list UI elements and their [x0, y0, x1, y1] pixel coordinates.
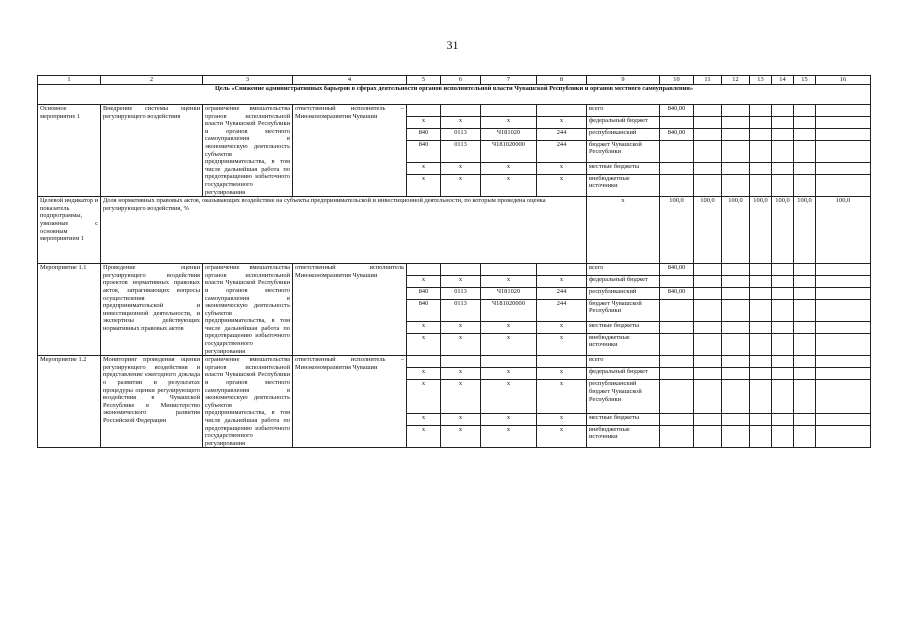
funding-year-cell [794, 333, 816, 355]
column-number: 9 [587, 76, 660, 85]
expense-group-code: x [537, 368, 587, 380]
target-article-code: x [481, 322, 537, 334]
expense-group-code: x [537, 174, 587, 196]
funding-year-cell [722, 264, 750, 276]
grbs-code: x [407, 322, 441, 334]
funding-amount [660, 380, 694, 413]
funding-year-cell [794, 368, 816, 380]
block-row [38, 356, 871, 368]
funding-year-cell [816, 116, 871, 128]
target-article-code: x [481, 162, 537, 174]
activity-description: Внедрение системы оценки регулирующего воздействия [101, 105, 203, 197]
indicator-text: Доля нормативных правовых актов, оказывающих воздействие на субъекты предпринимательской и инвестиционной деятельности, по которым проведена оценка регулирующего воздействия, % [101, 197, 587, 264]
activity-executor: ответственный исполнитель – Минэкономразвития Чувашии [293, 105, 407, 197]
funding-year-cell [794, 174, 816, 196]
section-code [441, 105, 481, 117]
funding-source: федеральный бюджет [587, 275, 660, 287]
target-article-code: x [481, 174, 537, 196]
funding-year-cell [794, 287, 816, 299]
grbs-code: x [407, 413, 441, 425]
funding-year-cell [750, 174, 772, 196]
funding-year-cell [694, 368, 722, 380]
expense-group-code [537, 264, 587, 276]
funding-year-cell [694, 413, 722, 425]
indicator-marker: x [587, 197, 660, 264]
funding-year-cell [772, 413, 794, 425]
target-article-code: Ч181020 [481, 287, 537, 299]
funding-year-cell [794, 116, 816, 128]
activity-name: Мероприятие 1.2 [38, 356, 101, 448]
funding-year-cell [722, 287, 750, 299]
funding-year-cell [722, 413, 750, 425]
target-article-code: Ч181020 [481, 128, 537, 140]
funding-year-cell [750, 368, 772, 380]
funding-year-cell [694, 380, 722, 413]
funding-year-cell [694, 116, 722, 128]
section-code: 0113 [441, 287, 481, 299]
expense-group-code: x [537, 162, 587, 174]
funding-year-cell [816, 380, 871, 413]
column-number: 3 [203, 76, 293, 85]
funding-year-cell [750, 380, 772, 413]
target-article-code: x [481, 368, 537, 380]
funding-source: внебюджетные источники [587, 174, 660, 196]
funding-year-cell [750, 333, 772, 355]
section-code: x [441, 333, 481, 355]
section-code: x [441, 116, 481, 128]
funding-amount [660, 162, 694, 174]
indicator-value: 100,0 [660, 197, 694, 264]
funding-year-cell [816, 368, 871, 380]
column-number: 8 [537, 76, 587, 85]
expense-group-code: x [537, 425, 587, 448]
column-number: 1 [38, 76, 101, 85]
activity-relation: ограничение вмешательства органов исполнительной власти Чувашской Республики и органов местного самоуправления в экономическую деятельность субъектов предпринимательства, в том числе дальнейшая работа по предотвращению избыточного государственного регулирования [203, 264, 293, 356]
column-number: 12 [722, 76, 750, 85]
grbs-code: 840 [407, 140, 441, 162]
target-article-code: x [481, 275, 537, 287]
funding-source: республиканский [587, 287, 660, 299]
funding-year-cell [722, 116, 750, 128]
indicator-value: 100,0 [772, 197, 794, 264]
section-code: 0113 [441, 299, 481, 321]
funding-amount: 840,00 [660, 105, 694, 117]
funding-amount [660, 322, 694, 334]
funding-year-cell [772, 368, 794, 380]
column-number: 2 [101, 76, 203, 85]
target-article-code [481, 356, 537, 368]
funding-source: внебюджетные источники [587, 425, 660, 448]
funding-year-cell [794, 162, 816, 174]
funding-year-cell [794, 275, 816, 287]
section-code [441, 264, 481, 276]
funding-amount [660, 356, 694, 368]
funding-year-cell [772, 425, 794, 448]
block-row [38, 264, 871, 276]
column-number: 11 [694, 76, 722, 85]
page-number: 31 [446, 38, 459, 52]
column-number: 13 [750, 76, 772, 85]
column-number: 16 [816, 76, 871, 85]
expense-group-code: x [537, 380, 587, 413]
block-row [38, 105, 871, 117]
funding-source: федеральный бюджет [587, 116, 660, 128]
expense-group-code: 244 [537, 140, 587, 162]
grbs-code: x [407, 333, 441, 355]
expense-group-code: 244 [537, 299, 587, 321]
expense-group-code: x [537, 322, 587, 334]
column-number-row [38, 76, 871, 85]
column-number: 6 [441, 76, 481, 85]
funding-year-cell [750, 356, 772, 368]
funding-year-cell [794, 356, 816, 368]
target-article-code: Ч181020000 [481, 140, 537, 162]
section-code: x [441, 162, 481, 174]
funding-year-cell [816, 333, 871, 355]
section-code: x [441, 322, 481, 334]
funding-year-cell [772, 287, 794, 299]
funding-year-cell [816, 425, 871, 448]
funding-year-cell [750, 162, 772, 174]
funding-year-cell [772, 299, 794, 321]
funding-year-cell [694, 287, 722, 299]
funding-source: республиканский бюджет Чувашской Республики [587, 380, 660, 413]
funding-year-cell [816, 162, 871, 174]
funding-year-cell [722, 162, 750, 174]
section-code: x [441, 275, 481, 287]
funding-source: местные бюджеты [587, 413, 660, 425]
section-code: 0113 [441, 128, 481, 140]
funding-year-cell [722, 322, 750, 334]
funding-source: всего [587, 105, 660, 117]
activity-name: Мероприятие 1.1 [38, 264, 101, 356]
activity-relation: ограничение вмешательства органов исполнительной власти Чувашской Республики и органов местного самоуправления в экономическую деятельность субъектов предпринимательства, в том числе дальнейшая работа по предотвращению избыточного государственного регулирования [203, 356, 293, 448]
expense-group-code [537, 105, 587, 117]
funding-year-cell [772, 275, 794, 287]
funding-year-cell [750, 275, 772, 287]
column-number: 15 [794, 76, 816, 85]
section-code [441, 356, 481, 368]
section-code: x [441, 368, 481, 380]
funding-year-cell [816, 128, 871, 140]
funding-year-cell [722, 299, 750, 321]
funding-year-cell [722, 333, 750, 355]
funding-year-cell [694, 162, 722, 174]
funding-source: бюджет Чувашской Республики [587, 140, 660, 162]
expense-group-code: 244 [537, 287, 587, 299]
funding-year-cell [694, 333, 722, 355]
target-article-code: x [481, 380, 537, 413]
funding-year-cell [694, 275, 722, 287]
funding-year-cell [750, 299, 772, 321]
grbs-code: 840 [407, 128, 441, 140]
funding-source: местные бюджеты [587, 322, 660, 334]
indicator-value: 100,0 [722, 197, 750, 264]
activity-description: Мониторинг проведения оценки регулирующего воздействия и представление ежегодного доклада о развитии и результатах процедуры оценки регулирующего воздействия в Чувашской Республике в Министерство экономического развития Российской Федерации [101, 356, 203, 448]
funding-year-cell [722, 425, 750, 448]
grbs-code: x [407, 162, 441, 174]
funding-year-cell [794, 140, 816, 162]
funding-year-cell [794, 413, 816, 425]
funding-year-cell [750, 413, 772, 425]
funding-year-cell [722, 140, 750, 162]
expense-group-code: x [537, 275, 587, 287]
grbs-code: x [407, 174, 441, 196]
funding-year-cell [794, 264, 816, 276]
activity-executor: ответственный исполнитель – Минэкономразвития Чувашии [293, 356, 407, 448]
funding-amount: 840,00 [660, 128, 694, 140]
funding-year-cell [772, 162, 794, 174]
expense-group-code: x [537, 413, 587, 425]
funding-year-cell [772, 322, 794, 334]
grbs-code [407, 356, 441, 368]
indicator-value: 100,0 [750, 197, 772, 264]
funding-year-cell [694, 105, 722, 117]
funding-year-cell [816, 275, 871, 287]
funding-source: бюджет Чувашской Республики [587, 299, 660, 321]
column-number: 14 [772, 76, 794, 85]
funding-year-cell [794, 105, 816, 117]
funding-year-cell [772, 264, 794, 276]
activity-executor: ответственный исполнитель Минэкономразвития Чувашии [293, 264, 407, 356]
column-number: 5 [407, 76, 441, 85]
funding-year-cell [694, 425, 722, 448]
funding-year-cell [816, 287, 871, 299]
funding-amount [660, 275, 694, 287]
funding-year-cell [816, 299, 871, 321]
grbs-code [407, 264, 441, 276]
funding-year-cell [694, 140, 722, 162]
funding-year-cell [794, 380, 816, 413]
indicator-value: 100,0 [794, 197, 816, 264]
funding-year-cell [794, 425, 816, 448]
funding-source: республиканский [587, 128, 660, 140]
funding-amount: 840,00 [660, 287, 694, 299]
indicator-value: 100,0 [816, 197, 871, 264]
indicator-row [38, 197, 871, 264]
funding-year-cell [750, 105, 772, 117]
funding-year-cell [772, 128, 794, 140]
column-number: 10 [660, 76, 694, 85]
funding-year-cell [816, 105, 871, 117]
funding-year-cell [750, 322, 772, 334]
funding-year-cell [772, 105, 794, 117]
table-body [38, 76, 871, 448]
funding-year-cell [750, 264, 772, 276]
funding-year-cell [722, 368, 750, 380]
section-code: x [441, 425, 481, 448]
funding-year-cell [694, 322, 722, 334]
grbs-code: x [407, 275, 441, 287]
funding-amount [660, 368, 694, 380]
funding-year-cell [722, 356, 750, 368]
funding-year-cell [772, 116, 794, 128]
funding-year-cell [816, 140, 871, 162]
section-code: x [441, 413, 481, 425]
expense-group-code: 244 [537, 128, 587, 140]
funding-year-cell [750, 140, 772, 162]
expense-group-code: x [537, 333, 587, 355]
funding-year-cell [694, 264, 722, 276]
funding-year-cell [772, 174, 794, 196]
funding-year-cell [772, 140, 794, 162]
funding-year-cell [694, 174, 722, 196]
column-number: 7 [481, 76, 537, 85]
indicator-label: Целевой индикатор и показатель подпрограммы, увязанные с основным мероприятием 1 [38, 197, 101, 264]
grbs-code: x [407, 116, 441, 128]
grbs-code: x [407, 368, 441, 380]
program-plan-table [37, 75, 871, 448]
column-number: 4 [293, 76, 407, 85]
funding-year-cell [794, 128, 816, 140]
funding-year-cell [722, 380, 750, 413]
funding-year-cell [694, 356, 722, 368]
section-code: 0113 [441, 140, 481, 162]
funding-source: местные бюджеты [587, 162, 660, 174]
funding-source: внебюджетные источники [587, 333, 660, 355]
funding-year-cell [694, 128, 722, 140]
expense-group-code: x [537, 116, 587, 128]
funding-source: всего [587, 264, 660, 276]
funding-year-cell [816, 356, 871, 368]
grbs-code: 840 [407, 299, 441, 321]
funding-amount [660, 333, 694, 355]
goal-title: Цель «Снижение административных барьеров в сферах деятельности органов исполнительной власти Чувашской Республики и органов местного самоуправления» [38, 85, 871, 105]
funding-year-cell [750, 128, 772, 140]
activity-description: Проведение оценки регулирующего воздействия проектов нормативных правовых актов, затрагивающих вопросы осуществления предпринимательской и инвестиционной деятельности, и экспертизы действующих нормативных правовых актов [101, 264, 203, 356]
target-article-code: x [481, 413, 537, 425]
funding-amount [660, 174, 694, 196]
activity-name: Основное мероприятие 1 [38, 105, 101, 197]
funding-year-cell [750, 287, 772, 299]
funding-amount: 840,00 [660, 264, 694, 276]
funding-year-cell [722, 128, 750, 140]
grbs-code: x [407, 380, 441, 413]
grbs-code: x [407, 425, 441, 448]
section-code: x [441, 380, 481, 413]
indicator-value: 100,0 [694, 197, 722, 264]
grbs-code [407, 105, 441, 117]
funding-year-cell [694, 299, 722, 321]
funding-amount [660, 140, 694, 162]
funding-year-cell [816, 264, 871, 276]
target-article-code [481, 264, 537, 276]
funding-amount [660, 299, 694, 321]
funding-year-cell [750, 425, 772, 448]
funding-year-cell [772, 356, 794, 368]
funding-year-cell [722, 275, 750, 287]
section-code: x [441, 174, 481, 196]
target-article-code: Ч181020000 [481, 299, 537, 321]
funding-year-cell [772, 380, 794, 413]
grbs-code: 840 [407, 287, 441, 299]
goal-row [38, 85, 871, 105]
activity-relation: ограничение вмешательства органов исполнительной власти Чувашской Республики и органов местного самоуправления в экономическую деятельность субъектов предпринимательства, в том числе дальнейшая работа по предотвращению избыточного государственного регулирования [203, 105, 293, 197]
funding-amount [660, 116, 694, 128]
funding-source: всего [587, 356, 660, 368]
funding-year-cell [722, 174, 750, 196]
target-article-code: x [481, 116, 537, 128]
funding-year-cell [750, 116, 772, 128]
funding-amount [660, 425, 694, 448]
target-article-code [481, 105, 537, 117]
target-article-code: x [481, 333, 537, 355]
funding-year-cell [794, 299, 816, 321]
target-article-code: x [481, 425, 537, 448]
funding-year-cell [772, 333, 794, 355]
funding-year-cell [816, 174, 871, 196]
funding-source: федеральный бюджет [587, 368, 660, 380]
funding-year-cell [816, 413, 871, 425]
funding-year-cell [722, 105, 750, 117]
expense-group-code [537, 356, 587, 368]
funding-year-cell [794, 322, 816, 334]
funding-amount [660, 413, 694, 425]
funding-year-cell [816, 322, 871, 334]
